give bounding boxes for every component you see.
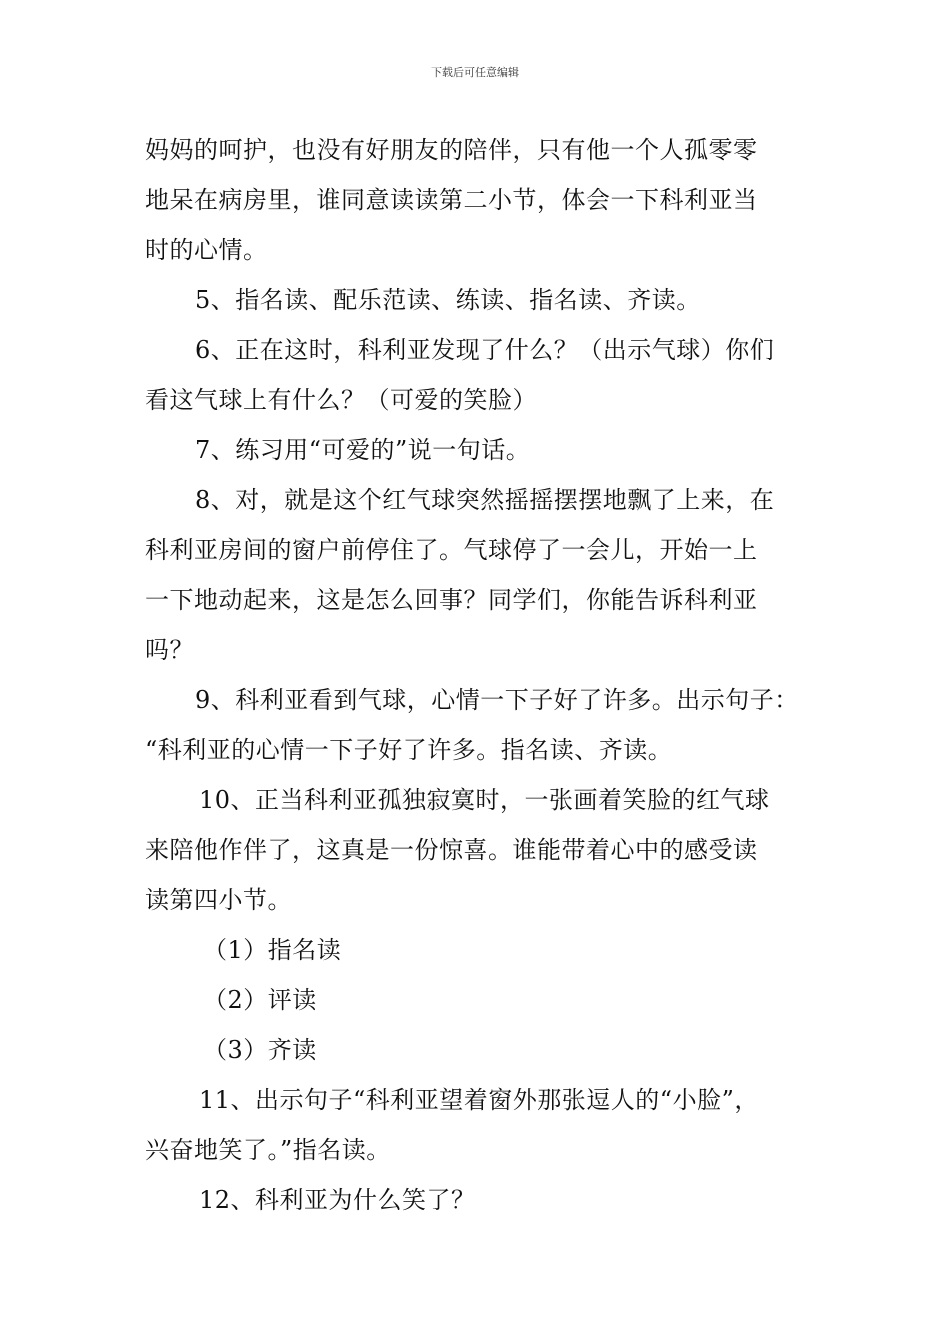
text-line: 8、对，就是这个红气球突然摇摇摆摆地飘了上来，在 [195,486,775,514]
text-line: 兴奋地笑了。”指名读。 [145,1136,391,1164]
text-line: 5、指名读、配乐范读、练读、指名读、齐读。 [195,286,701,314]
text-line: 妈妈的呵护，也没有好朋友的陪伴，只有他一个人孤零零 [145,136,758,164]
text-line: 6、正在这时，科利亚发现了什么？（出示气球）你们 [195,336,775,364]
text-line: 7、练习用“可爱的”说一句话。 [195,436,531,464]
text-line: 11、出示句子“科利亚望着窗外那张逗人的“小脸”， [199,1086,759,1114]
text-line: （3）齐读 [203,1036,317,1064]
text-line: 时的心情。 [145,236,268,264]
document-body [145,125,817,1225]
text-line: 读第四小节。 [145,886,292,914]
text-line: 一下地动起来，这是怎么回事？同学们，你能告诉科利亚 [145,586,758,614]
text-line: 地呆在病房里，谁同意读读第二小节，体会一下科利亚当 [145,186,758,214]
text-line: 来陪他作伴了，这真是一份惊喜。谁能带着心中的感受读 [145,836,758,864]
text-line: （1）指名读 [203,936,342,964]
text-line: 科利亚房间的窗户前停住了。气球停了一会儿，开始一上 [145,536,758,564]
text-line: 10、正当科利亚孤独寂寞时，一张画着笑脸的红气球 [199,786,770,814]
text-line: “科利亚的心情一下子好了许多。指名读、齐读。 [145,736,673,764]
page-header: 下载后可任意编辑 [431,66,519,79]
text-line: 吗？ [145,636,194,664]
text-line: （2）评读 [203,986,317,1014]
text-line: 看这气球上有什么？（可爱的笑脸） [145,386,537,414]
text-line: 9、科利亚看到气球，心情一下子好了许多。出示句子： [195,686,799,714]
text-line: 12、科利亚为什么笑了？ [199,1186,476,1214]
